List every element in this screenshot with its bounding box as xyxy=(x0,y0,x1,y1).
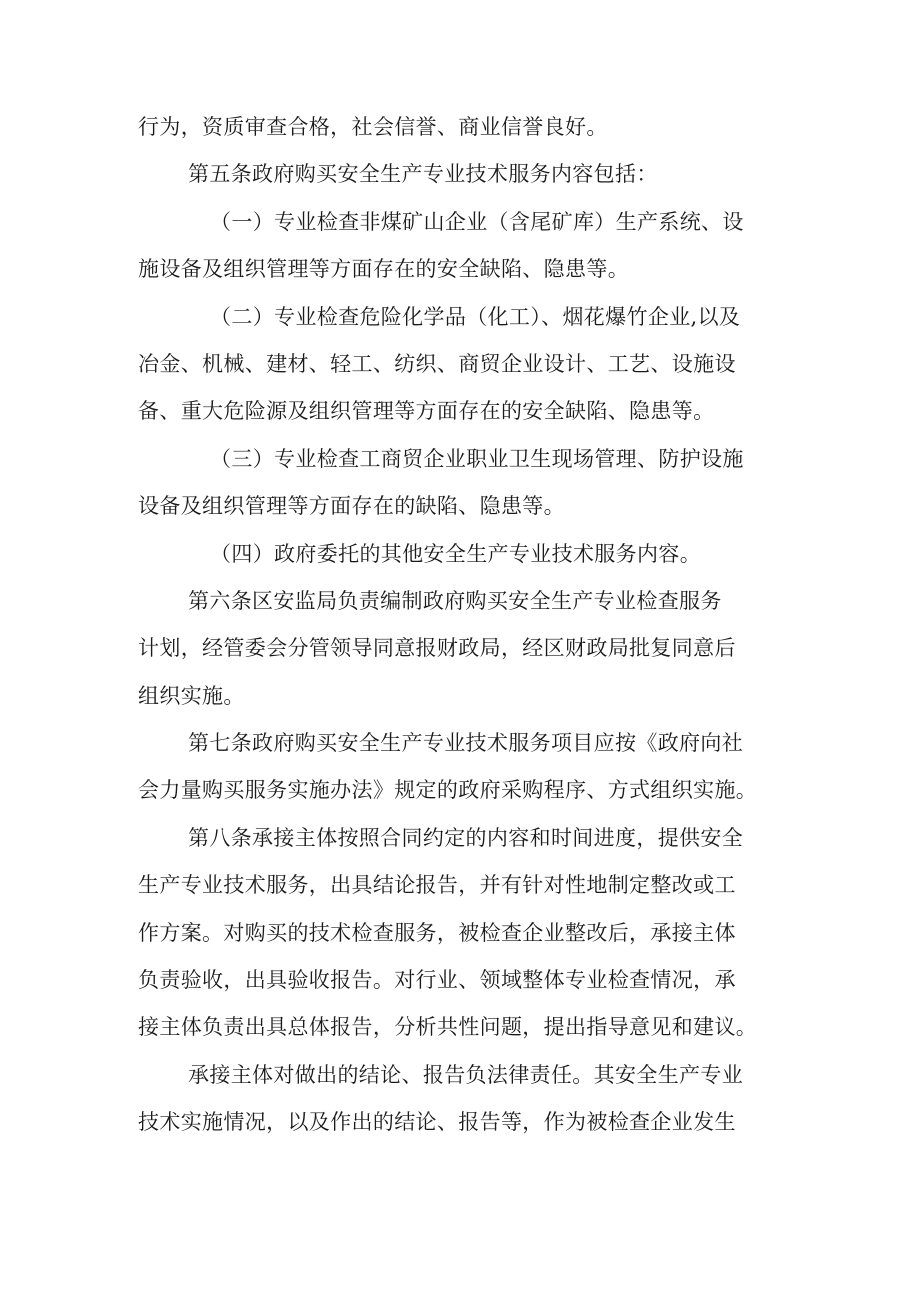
item-3-line-1: （三）专业检查工商贸企业职业卫生现场管理、防护设施 xyxy=(210,446,744,471)
article-6-line-3: 组织实施。 xyxy=(138,683,245,708)
item-2-line-2: 冶金、机械、建材、轻工、纺织、商贸企业设计、工艺、设施设 xyxy=(138,351,736,376)
item-1-line-2: 施设备及组织管理等方面存在的安全缺陷、隐患等。 xyxy=(138,257,630,282)
article-8-line-2: 生产专业技术服务，出具结论报告，并有针对性地制定整改或工 xyxy=(138,873,736,898)
item-2-line-3: 备、重大危险源及组织管理等方面存在的安全缺陷、隐患等。 xyxy=(138,399,715,424)
item-1-line-1: （一）专业检查非煤矿山企业（含尾矿库）生产系统、设 xyxy=(210,209,744,234)
paragraph-responsibility-line-1: 承接主体对做出的结论、报告负法律责任。其安全生产专业 xyxy=(188,1062,744,1087)
article-6-line-2: 计划，经管委会分管领导同意报财政局，经区财政局批复同意后 xyxy=(138,636,736,661)
text-line-1: 行为，资质审查合格，社会信誉、商业信誉良好。 xyxy=(138,115,608,139)
paragraph-responsibility-line-2: 技术实施情况，以及作出的结论、报告等，作为被检查企业发生 xyxy=(138,1110,736,1135)
article-8-line-4: 负责验收，出具验收报告。对行业、领域整体专业检查情况，承 xyxy=(138,968,736,993)
item-2-line-1: （二）专业检查危险化学品（化工）、烟花爆竹企业,以及 xyxy=(210,304,741,329)
item-4-line-1: （四）政府委托的其他安全生产专业技术服务内容。 xyxy=(210,541,702,566)
article-8-line-3: 作方案。对购买的技术检查服务，被检查企业整改后，承接主体 xyxy=(138,920,736,945)
article-7-line-2: 会力量购买服务实施办法》规定的政府采购程序、方式组织实施。 xyxy=(138,778,758,803)
article-7-line-1: 第七条政府购买安全生产专业技术服务项目应按《政府向社 xyxy=(188,731,744,756)
article-8-line-1: 第八条承接主体按照合同约定的内容和时间进度，提供安全 xyxy=(188,825,744,850)
document-body xyxy=(138,104,786,1147)
article-8-line-5: 接主体负责出具总体报告，分析共性问题，提出指导意见和建议。 xyxy=(138,1015,758,1040)
item-3-line-2: 设备及组织管理等方面存在的缺陷、隐患等。 xyxy=(138,494,565,519)
article-6-line-1: 第六条区安监局负责编制政府购买安全生产专业检查服务 xyxy=(188,588,722,613)
article-5-heading: 第五条政府购买安全生产专业技术服务内容包括： xyxy=(188,162,658,187)
